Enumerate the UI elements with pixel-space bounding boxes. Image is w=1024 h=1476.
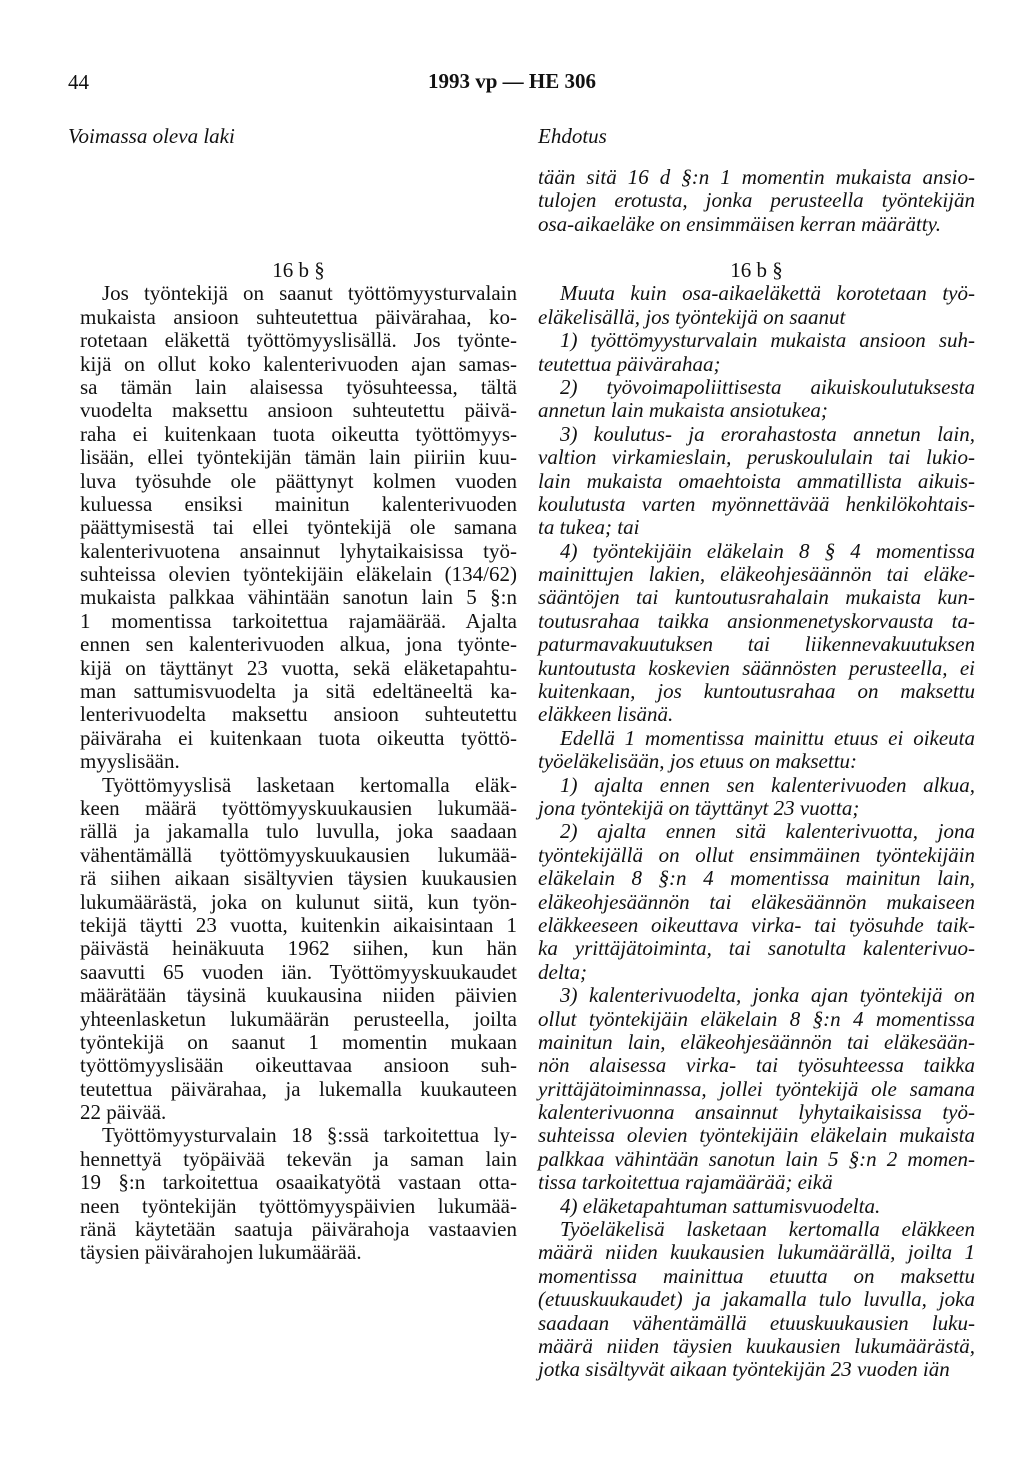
- right-text-line: Muuta kuin osa-aikaeläkettä korotetaan työ-: [560, 281, 975, 306]
- left-text-line: mukaista palkkaa vähintään sanotun lain 5 §:n: [80, 585, 517, 610]
- right-intro-paragraph: [538, 166, 975, 236]
- left-text-line: hennettyä työpäivää tekevän ja saman lain: [80, 1146, 517, 1171]
- right-text-line: 3) kalenterivuodelta, jonka ajan työntekijä on: [560, 983, 975, 1008]
- left-text-line: suhteissa olevien työntekijäin eläkelain (134/62): [80, 562, 517, 587]
- running-title: 1993 vp — HE 306: [427, 69, 597, 93]
- right-text-line: 2) työvoimapoliittisesta aikuiskoulutuksesta: [560, 374, 975, 399]
- right-text-line: saadaan vähentämällä etuuskuukausien luku-: [538, 1310, 975, 1335]
- right-text-line: eläkkeeseen oikeuttava virka- tai työsuhde taik-: [538, 912, 975, 937]
- right-text-line: jona työntekijä on täyttänyt 23 vuotta;: [538, 795, 860, 820]
- right-text-line: eläkelisällä, jos työntekijä on saanut: [538, 304, 846, 329]
- right-text-line: eläkkeen lisänä.: [538, 702, 674, 727]
- right-text-line: teutettua päivärahaa;: [538, 351, 721, 376]
- right-text-line: 2) ajalta ennen sitä kalenterivuotta, jona: [560, 819, 975, 844]
- right-text-line: koulutusta varten myönnettävää henkilökohtais-: [538, 491, 975, 516]
- left-text-line: kijä on ollut koko kalenterivuoden ajan samas-: [80, 351, 517, 376]
- left-text-line: vähentämällä työttömyyskuukausien lukumää-: [80, 842, 517, 867]
- left-section-heading: 16 b §: [272, 258, 325, 282]
- right-text-line: paturmavakuutuksen tai liikennevakuutuksen: [538, 632, 975, 657]
- left-text-line: luva työsuhde ole päättynyt kolmen vuoden: [80, 468, 517, 493]
- left-text-line: Työttömyysturvalain 18 §:ssä tarkoitettua ly-: [102, 1123, 517, 1148]
- right-text-line: yrittäjätoiminnassa, jollei työntekijä ole samana: [538, 1076, 975, 1101]
- left-column-title: Voimassa oleva laki: [68, 124, 235, 148]
- right-text-line: kuitenkaan, jos kuntoutusrahaa on maksettu: [538, 679, 975, 704]
- page-number: 44: [68, 70, 89, 94]
- right-text-line: kuntoutusta koskevien säännösten perusteella, ei: [538, 655, 975, 680]
- left-text-line: 1 momentissa tarkoitettua rajamäärää. Ajalta: [80, 608, 517, 633]
- right-text-line: annetun lain mukaista ansiotukea;: [538, 398, 828, 423]
- right-intro-line: tulojen erotusta, jonka perusteella työntekijän: [538, 188, 975, 213]
- right-text-line: toutusrahaa taikka ansionmenetyskorvausta ta-: [538, 608, 975, 633]
- left-text-line: rotetaan eläkettä työttömyyslisällä. Jos työnte-: [80, 328, 517, 353]
- right-text-line: tissa tarkoitettua rajamäärää; eikä: [538, 1170, 833, 1195]
- left-text-line: ennen sen kalenterivuoden alkua, jona työnte-: [80, 632, 517, 657]
- left-text-line: myyslisään.: [80, 749, 180, 774]
- right-text-line: mainittujen lakien, eläkeohjesäännön tai eläke-: [538, 562, 975, 587]
- right-text-line: määrä niiden täysien kuukausien lukumäärästä,: [538, 1333, 975, 1358]
- left-text-line: neen työntekijän työttömyyspäivien lukumää-: [80, 1193, 517, 1218]
- left-text-line: rä siihen aikaan sisältyvien täysien kuukausien: [80, 866, 517, 891]
- right-text-line: 1) ajalta ennen sen kalenterivuoden alkua,: [560, 772, 975, 797]
- right-column-text: [538, 259, 975, 1382]
- right-text-line: momentissa mainittua etuutta on maksettu: [538, 1263, 975, 1288]
- left-text-line: päättymisestä tai ellei työntekijä ole samana: [80, 515, 517, 540]
- right-text-line: valtion virkamieslain, peruskoululain tai lukio-: [538, 445, 975, 470]
- left-text-line: tekijä täytti 23 vuotta, kuitenkin aikaisintaan 1: [80, 912, 517, 937]
- left-text-line: mukaista ansioon suhteutettua päivärahaa, ko-: [80, 304, 517, 329]
- right-text-line: mainitun lain, eläkeohjesäännön tai eläkesään-: [538, 1029, 975, 1054]
- right-text-line: lain mukaista omaehtoista ammatillista aikuis-: [538, 468, 975, 493]
- left-text-line: työttömyyslisään oikeuttavaa ansioon suh-: [80, 1053, 517, 1078]
- right-text-line: työntekijällä on ollut ensimmäinen työntekijäin: [538, 842, 975, 867]
- left-text-line: Työttömyyslisä lasketaan kertomalla eläk-: [102, 772, 517, 797]
- left-text-line: lukumäärästä, joka on kulunut siitä, kun työn-: [80, 889, 517, 914]
- left-text-line: päivästä heinäkuuta 1962 siihen, kun hän: [80, 936, 517, 961]
- left-text-line: man sattumisvuodelta ja sitä edeltäneeltä ka-: [80, 679, 517, 704]
- right-text-line: kalenterivuonna ansainnut lyhytaikaisissa työ-: [538, 1100, 975, 1125]
- right-text-line: Edellä 1 momentissa mainittu etuus ei oikeuta: [560, 725, 975, 750]
- right-text-line: nön alaisessa virka- tai työsuhteessa taikka: [538, 1053, 975, 1078]
- right-text-line: jotka sisältyvät aikaan työntekijän 23 vuoden iän: [538, 1357, 950, 1382]
- left-text-line: ränä käytetään saatuja päivärahoja vastaavien: [80, 1217, 517, 1242]
- left-text-line: 19 §:n tarkoitettua osaaikatyötä vastaan otta-: [80, 1170, 517, 1195]
- left-text-line: keen määrä työttömyyskuukausien lukumää-: [80, 795, 517, 820]
- left-text-line: teutettua päivärahaa, ja lukemalla kuukauteen: [80, 1076, 517, 1101]
- left-text-line: lisään, ellei työntekijän tämän lain piiriin kuu-: [80, 445, 517, 470]
- left-text-line: vuodelta maksettu ansioon suhteutettu päivä-: [80, 398, 517, 423]
- right-text-line: delta;: [538, 959, 587, 984]
- right-intro-line: osa-aikaeläke on ensimmäisen kerran määrätty.: [538, 211, 942, 236]
- right-text-line: työeläkelisään, jos etuus on maksettu:: [538, 749, 858, 774]
- left-text-line: raha ei kuitenkaan tuota oikeutta työttömyys-: [80, 421, 517, 446]
- left-text-line: päiväraha ei kuitenkaan tuota oikeutta työttö-: [80, 725, 517, 750]
- right-text-line: 4) työntekijäin eläkelain 8 § 4 momentissa: [560, 538, 975, 563]
- left-text-line: lenterivuodelta maksettu ansioon suhteutettu: [80, 702, 517, 727]
- right-text-line: ka yrittäjätoiminta, tai sanotulta kalenterivuo-: [538, 936, 975, 961]
- right-text-line: 1) työttömyysturvalain mukaista ansioon suh-: [560, 328, 975, 353]
- right-text-line: suhteissa olevien työntekijäin eläkelain mukaista: [538, 1123, 975, 1148]
- right-column-title: Ehdotus: [538, 124, 607, 148]
- left-text-line: yhteenlasketun lukumäärän perusteella, joilta: [80, 1006, 517, 1031]
- right-text-line: sääntöjen tai kuntoutusrahalain mukaista kun-: [538, 585, 975, 610]
- left-text-line: työntekijä on saanut 1 momentin mukaan: [80, 1029, 517, 1054]
- right-text-line: eläkeohjesäännön tai eläkesäännön mukaiseen: [538, 889, 975, 914]
- left-text-line: kijä on täyttänyt 23 vuotta, sekä eläketapahtu-: [80, 655, 517, 680]
- left-text-line: täysien päivärahojen lukumäärää.: [80, 1240, 362, 1265]
- right-text-line: eläkelain 8 §:n 4 momentissa mainitun lain,: [538, 866, 975, 891]
- right-text-line: ta tukea; tai: [538, 515, 640, 540]
- left-text-line: 22 päivää.: [80, 1100, 167, 1125]
- left-text-line: kuluessa ensiksi mainitun kalenterivuoden: [80, 491, 517, 516]
- right-text-line: määrä niiden kuukausien lukumäärällä, joilta 1: [538, 1240, 975, 1265]
- left-column-text: [80, 259, 517, 1265]
- right-intro-line: tään sitä 16 d §:n 1 momentin mukaista ansio-: [538, 165, 975, 189]
- right-text-line: Työeläkelisä lasketaan kertomalla eläkkeen: [560, 1217, 975, 1242]
- left-text-line: saavutti 65 vuoden iän. Työttömyyskuukaudet: [80, 959, 517, 984]
- left-text-line: rällä ja jakamalla tulo luvulla, joka saadaan: [80, 819, 517, 844]
- right-section-heading: 16 b §: [730, 258, 783, 282]
- right-text-line: ollut työntekijäin eläkelain 8 §:n 4 momentissa: [538, 1006, 975, 1031]
- left-text-line: sa tämän lain alaisessa työsuhteessa, tältä: [80, 374, 517, 399]
- right-text-line: 4) eläketapahtuman sattumisvuodelta.: [560, 1193, 881, 1218]
- right-text-line: 3) koulutus- ja erorahastosta annetun lain,: [560, 421, 975, 446]
- left-text-line: määrätään täysinä kuukausina niiden päivien: [80, 983, 517, 1008]
- left-text-line: Jos työntekijä on saanut työttömyysturvalain: [102, 281, 517, 306]
- right-text-line: (etuuskuukaudet) ja jakamalla tulo luvulla, joka: [538, 1287, 975, 1312]
- left-text-line: kalenterivuotena ansainnut lyhytaikaisissa työ-: [80, 538, 517, 563]
- right-text-line: palkkaa vähintään sanotun lain 5 §:n 2 momen-: [538, 1146, 975, 1171]
